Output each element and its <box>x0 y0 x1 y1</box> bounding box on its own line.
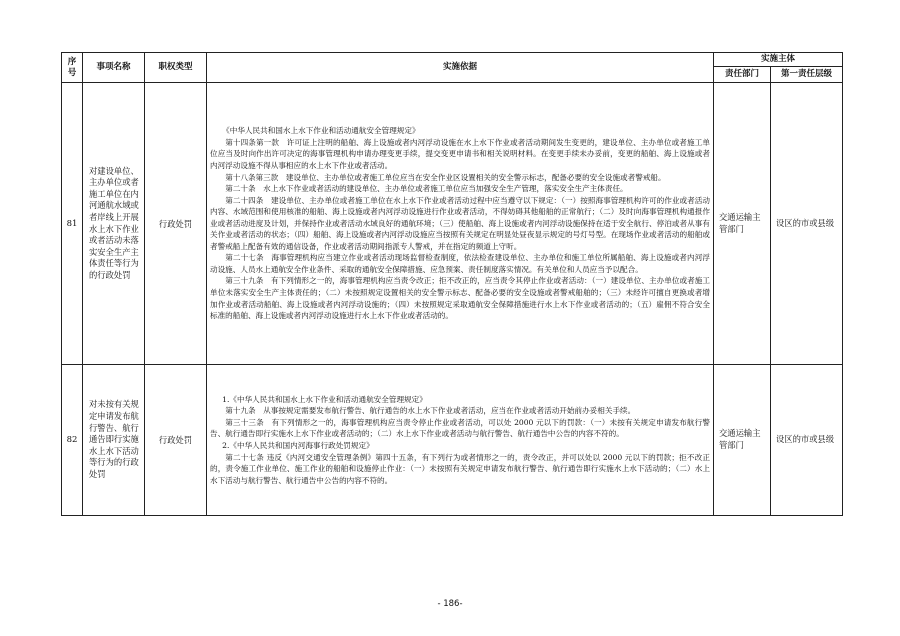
header-level: 第一责任层级 <box>771 67 843 83</box>
basis-article: 第三十九条 有下列情形之一的，海事管理机构应当责令改正；拒不改正的，应当责令其停止作业或者活动：（一）建设单位、主办单位或者施工单位未落实安全生产主体责任的；（二）未按照规定设置相关的安全警示标志、配备必要的安全设施或者警戒船舶的；（三）未经许可擅自更换或者增加作业或者活动船舶、海上设施或者内河浮动设施的；（四）未按照规定采取通航安全保障措施进行水上水下作业或者活动的；（五）雇佣不符合安全标准的船舶、海上设施或者内河浮动设施进行水上水下作业或者活动的。 <box>210 276 710 321</box>
basis-text <box>207 83 714 365</box>
table-row <box>62 365 843 516</box>
responsible-dept: 交通运输主管部门 <box>714 365 771 516</box>
header-num: 序号 <box>62 53 83 83</box>
authority-type: 行政处罚 <box>145 83 207 365</box>
basis-article: 第二十条 水上水下作业或者活动的建设单位、主办单位或者施工单位应当加强安全生产管理，落实安全生产主体责任。 <box>225 184 628 194</box>
responsibility-level: 设区的市或县级 <box>771 83 843 365</box>
header-basis: 实施依据 <box>207 53 714 83</box>
basis-article: 第二十七条 违反《内河交通安全管理条例》第四十五条，有下列行为或者情形之一的，责令改正，并可以处以 2000 元以下的罚款；拒不改正的，责令施工作业单位、施工作业的船舶和设施停止作业：（一）未按照有关规定申请发布航行警告、航行通告即行实施水上水下活动的；（二）水上水下活动与航行警告、航行通告中公告的内容不符的。 <box>210 452 710 485</box>
header-dept: 责任部门 <box>714 67 771 83</box>
item-name: 对未按有关规定申请发布航行警告、航行通告即行实施水上水下活动等行为的行政处罚 <box>83 365 145 516</box>
authority-type: 行政处罚 <box>145 365 207 516</box>
row-number: 82 <box>62 365 83 516</box>
basis-article: 第十八条第三款 建设单位、主办单位或者施工单位应当在安全作业区设置相关的安全警示标志，配备必要的安全设施或者警戒船。 <box>225 172 666 182</box>
row-number: 81 <box>62 83 83 365</box>
responsibility-level: 设区的市或县级 <box>771 365 843 516</box>
basis-text <box>207 365 714 516</box>
table-row <box>62 83 843 365</box>
header-authority-type: 职权类型 <box>145 53 207 83</box>
responsible-dept: 交通运输主管部门 <box>714 83 771 365</box>
basis-law-title: 《中华人民共和国水上水下作业和活动通航安全管理规定》 <box>222 126 420 136</box>
item-name: 对建设单位、主办单位或者施工单位在内河通航水域或者岸线上开展水上水下作业或者活动未落实安全生产主体责任等行为的行政处罚 <box>83 83 145 365</box>
basis-law-title: 2.《中华人民共和国内河海事行政处罚规定》 <box>222 441 374 450</box>
basis-article: 第二十七条 海事管理机构应当建立作业或者活动现场监督检查制度，依法检查建设单位、主办单位和施工单位所属船舶、海上设施或者内河浮动设施、人员水上通航安全作业条件、采取的通航安全保障措施、应急预案、责任制度落实情况。有关单位和人员应当予以配合。 <box>210 253 710 274</box>
permission-table <box>61 52 843 516</box>
header-item-name: 事项名称 <box>83 53 145 83</box>
basis-law-title: 1.《中华人民共和国水上水下作业和活动通航安全管理规定》 <box>222 394 427 404</box>
basis-article: 第三十三条 有下列情形之一的，海事管理机构应当责令停止作业或者活动，可以处 2000 元以下的罚款：（一）未按有关规定申请发布航行警告、航行通告即行实施水上水下作业或者活动的；（二）水上水下作业或者活动与航行警告、航行通告中公告的内容不符的。 <box>210 417 710 439</box>
header-subject: 实施主体 <box>714 53 843 67</box>
basis-article: 第十九条 从事按规定需要发布航行警告、航行通告的水上水下作业或者活动，应当在作业或者活动开始前办妥相关手续。 <box>225 406 636 416</box>
page-number: - 186- <box>437 599 463 609</box>
basis-article: 第十四条第一款 许可证上注明的船舶、海上设施或者内河浮动设施在水上水下作业或者活动期间发生变更的，建设单位、主办单位或者施工单位应当及时向作出许可决定的海事管理机构申请办理变更手续，提交变更申请书和相关说明材料。在变更手续未办妥前，变更的船舶、海上设施或者内河浮动设施不得从事相应的水上水下作业或者活动。 <box>210 137 710 170</box>
basis-article: 第二十四条 建设单位、主办单位或者施工单位在水上水下作业或者活动过程中应当遵守以下规定：（一）按照海事管理机构许可的作业或者活动内容、水域范围和使用核准的船舶、海上设施或者内河浮动设施进行作业或者活动，不得妨碍其他船舶的正常航行；（二）及时向海事管理机构通报作业或者活动进度及计划，并保持作业或者活动水域良好的通航环境；（三）使船舶、海上设施或者内河浮动设施保持在适于安全航行、停泊或者从事有关作业或者活动的状态；（四）船舶、海上设施或者内河浮动设施应当按照有关规定在明显处昼夜显示规定的号灯号型。在现场作业或者活动的船舶或者警戒船上配备有效的通信设备，作业或者活动期间指派专人警戒，并在指定的频道上守听。 <box>210 195 710 251</box>
